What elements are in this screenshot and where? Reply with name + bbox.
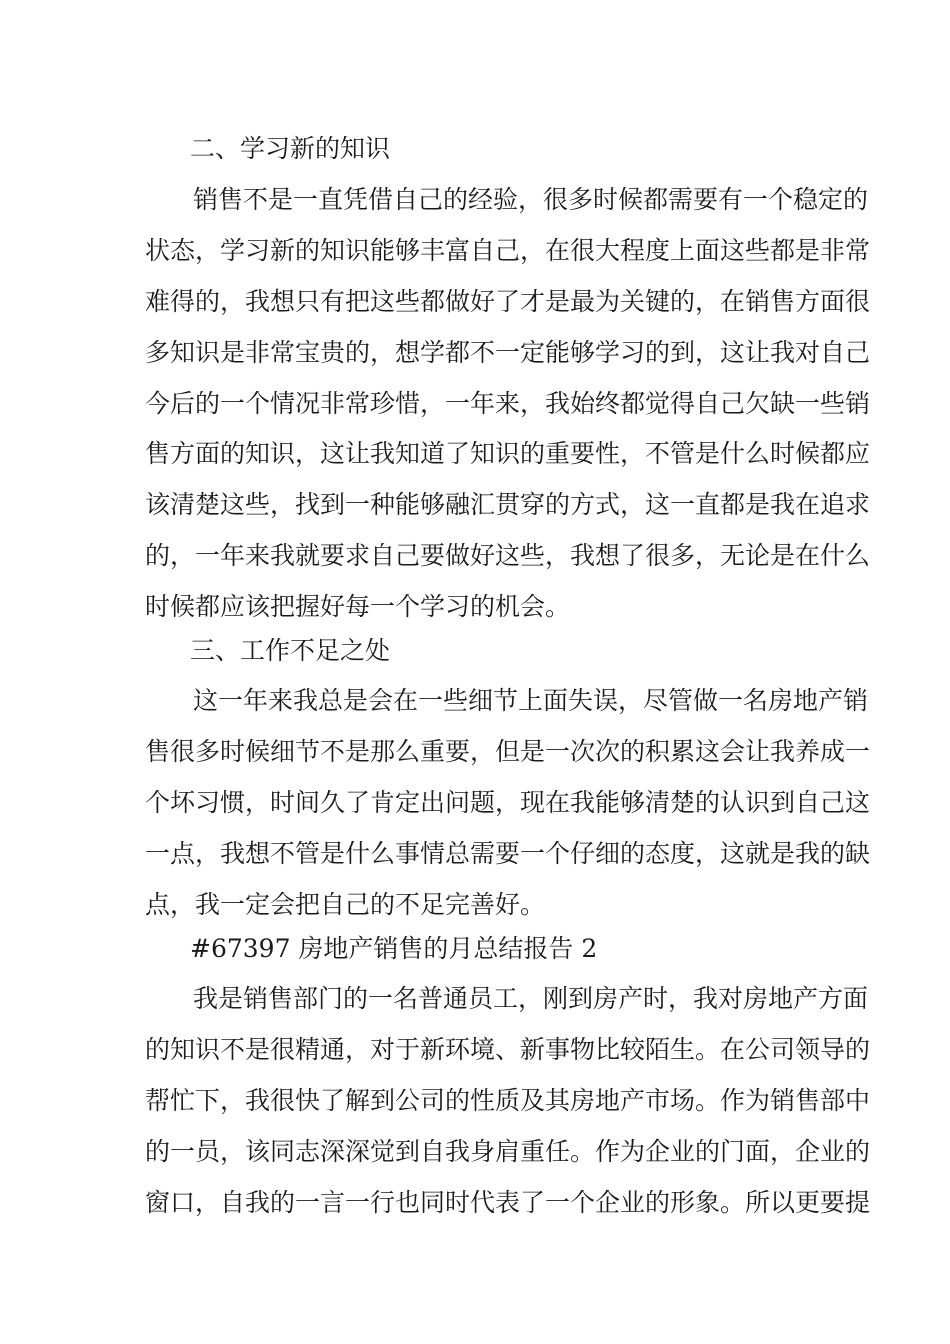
paragraph-line: 的知识不是很精通，对于新环境、新事物比较陌生。在公司领导的	[145, 1035, 871, 1064]
paragraph-line: 的，一年来我就要求自己要做好这些，我想了很多，无论是在什么	[145, 541, 871, 570]
paragraph-line: 多知识是非常宝贵的，想学都不一定能够学习的到，这让我对自己	[145, 338, 871, 367]
paragraph-line: 我是销售部门的一名普通员工，刚到房产时，我对房地产方面	[193, 984, 869, 1013]
paragraph-line: 这一年来我总是会在一些细节上面失误，尽管做一名房地产销	[193, 686, 869, 715]
paragraph-line: 状态，学习新的知识能够丰富自己，在很大程度上面这些都是非常	[145, 236, 871, 265]
paragraph-line: 时候都应该把握好每一个学习的机会。	[145, 592, 571, 621]
paragraph-line: 一点，我想不管是什么事情总需要一个仔细的态度，这就是我的缺	[145, 839, 871, 868]
paragraph-line: 今后的一个情况非常珍惜，一年来，我始终都觉得自己欠缺一些销	[145, 389, 871, 418]
paragraph-line: 窗口，自我的一言一行也同时代表了一个企业的形象。所以更要提	[145, 1188, 871, 1217]
paragraph-line: 帮忙下，我很快了解到公司的性质及其房地产市场。作为销售部中	[145, 1086, 871, 1115]
paragraph-line: 该清楚这些，找到一种能够融汇贯穿的方式，这一直都是我在追求	[145, 490, 871, 519]
paragraph-line: 的一员，该同志深深觉到自我身肩重任。作为企业的门面，企业的	[145, 1137, 871, 1166]
paragraph-line: 售很多时候细节不是那么重要，但是一次次的积累这会让我养成一	[145, 737, 871, 766]
paragraph-line: 销售不是一直凭借自己的经验，很多时候都需要有一个稳定的	[193, 185, 869, 214]
section-heading-report-2: #67397 房地产销售的月总结报告 2	[190, 934, 598, 963]
paragraph-line: 个坏习惯，时间久了肯定出问题，现在我能够清楚的认识到自己这	[145, 788, 871, 817]
section-heading-shortcomings: 三、工作不足之处	[190, 636, 391, 665]
paragraph-line: 售方面的知识，这让我知道了知识的重要性，不管是什么时候都应	[145, 439, 871, 468]
paragraph-line: 难得的，我想只有把这些都做好了才是最为关键的，在销售方面很	[145, 287, 871, 316]
section-heading-study: 二、学习新的知识	[190, 134, 391, 163]
paragraph-line: 点，我一定会把自己的不足完善好。	[145, 890, 546, 919]
